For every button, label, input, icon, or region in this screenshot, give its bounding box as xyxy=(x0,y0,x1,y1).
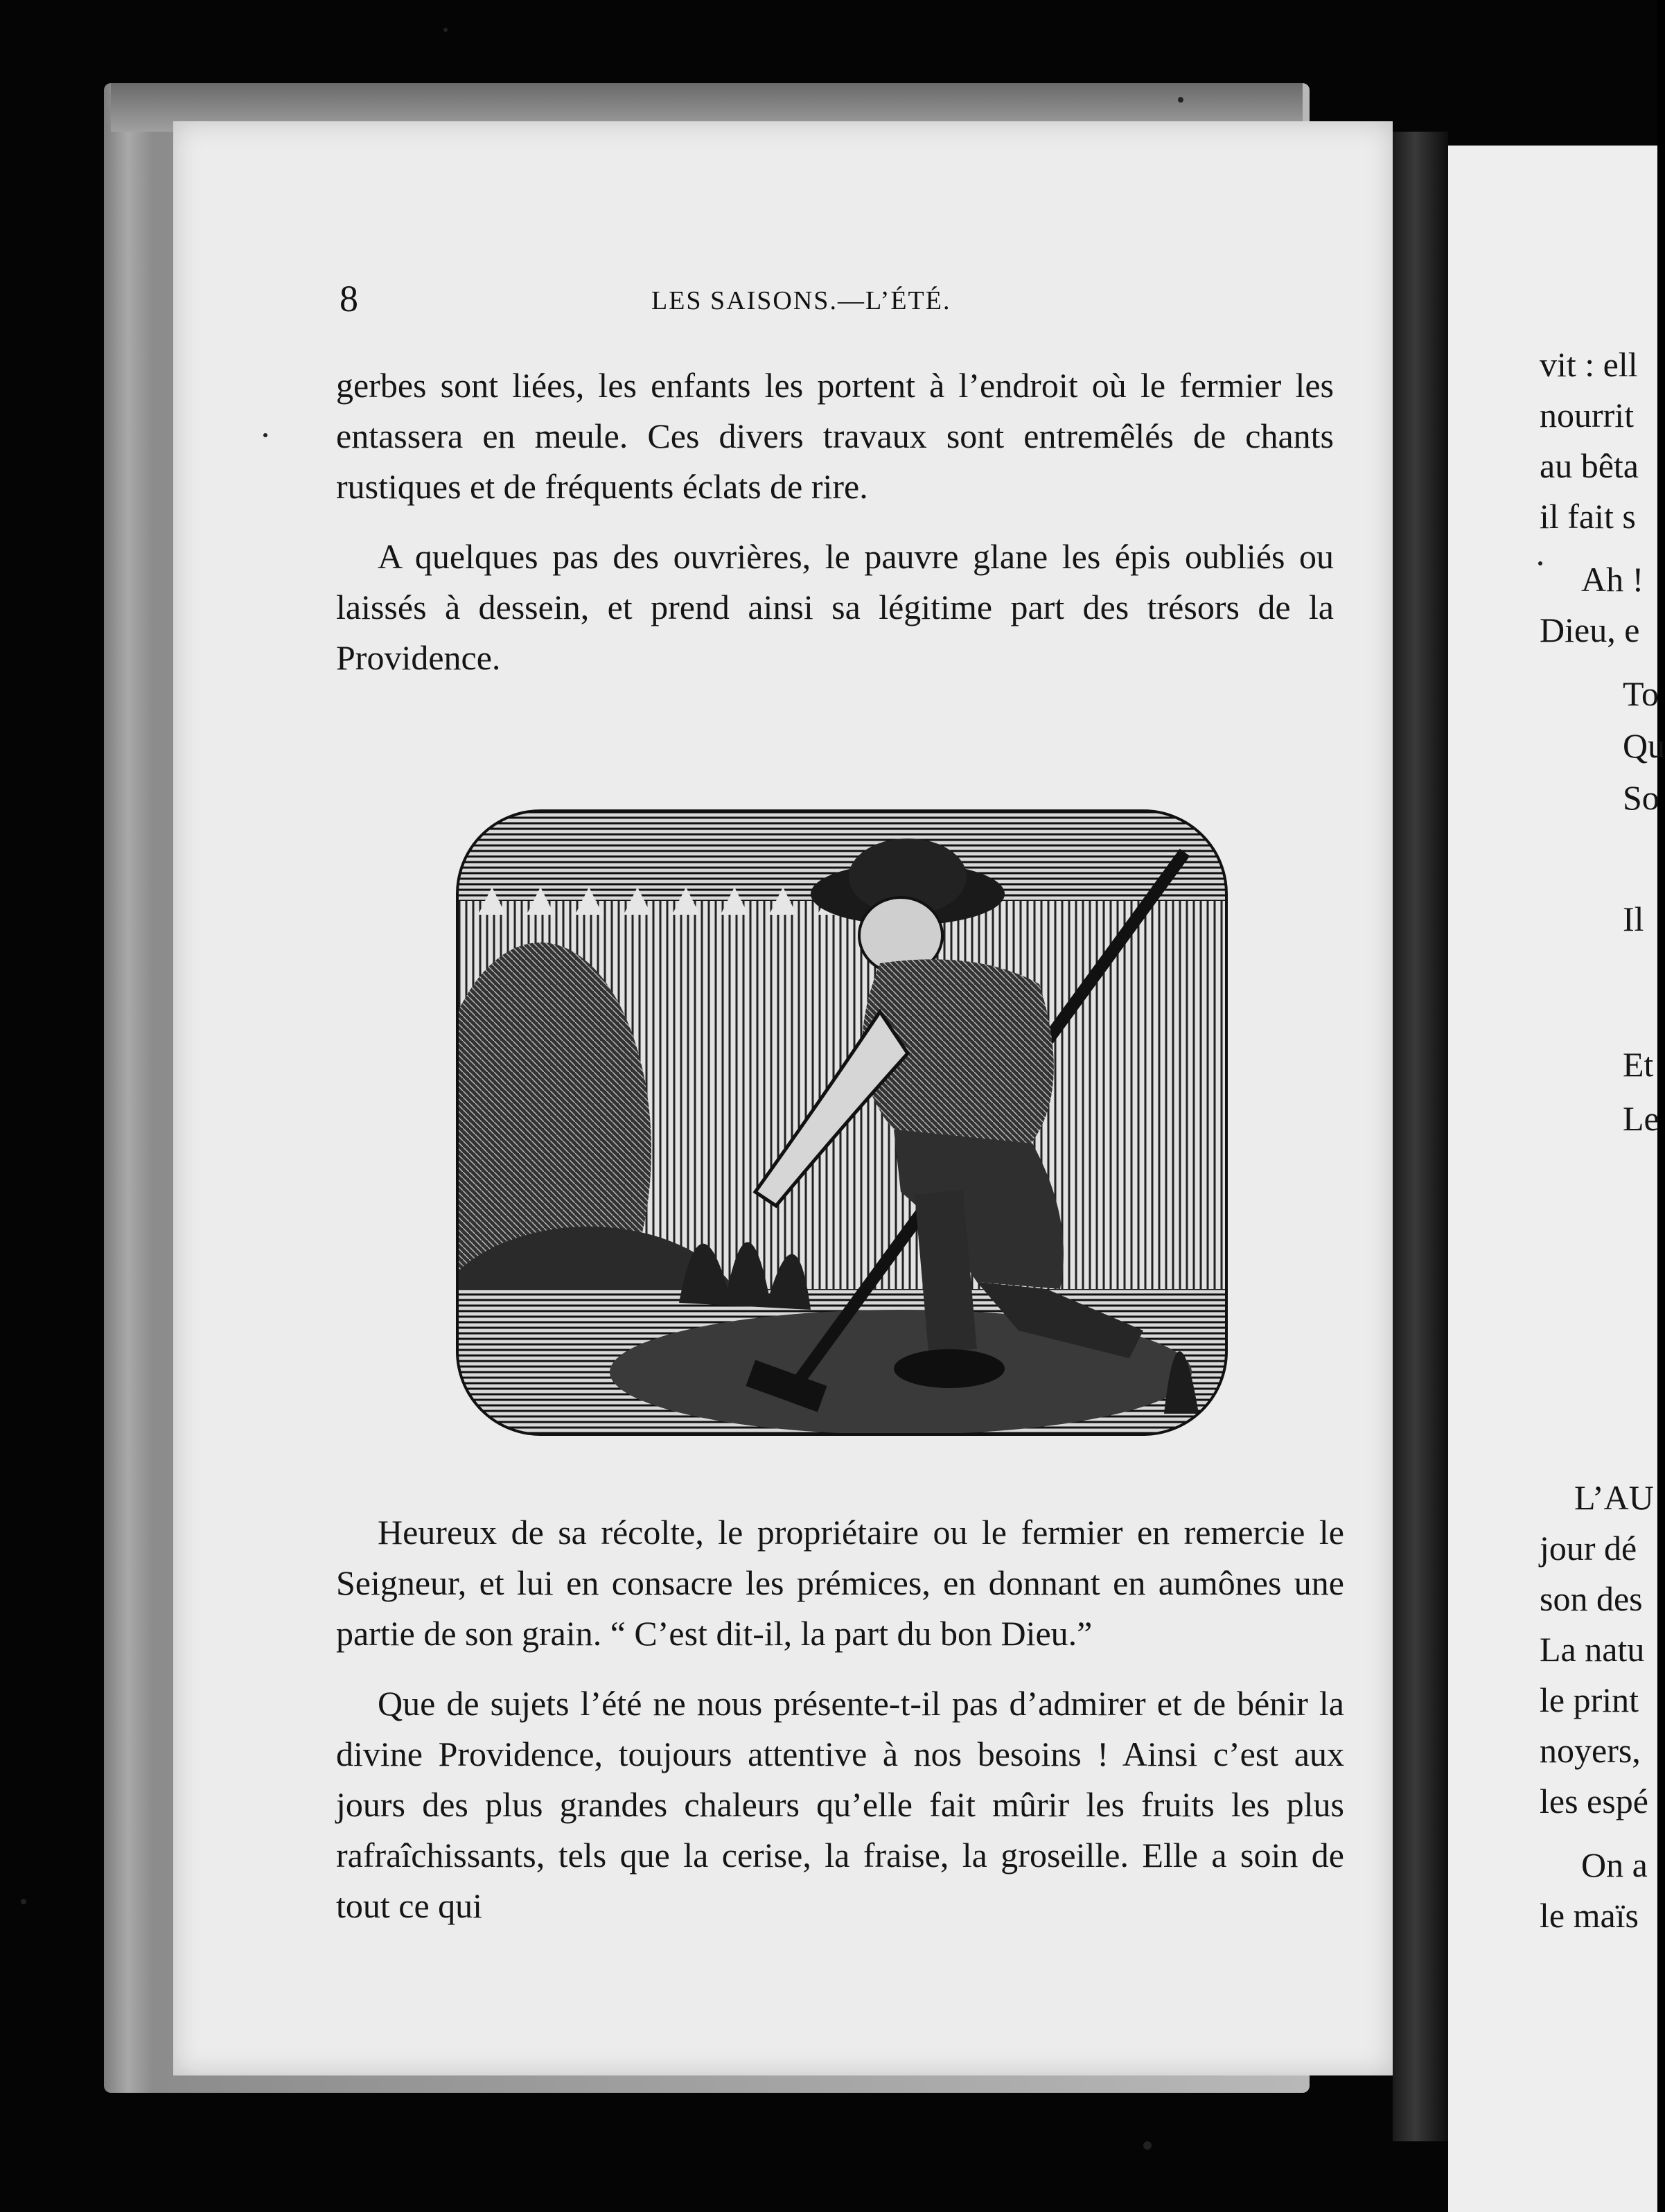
paragraph: Heureux de sa récolte, le propriétaire ou le fermier en remercie le Seigneur, et lui en consacre les prémices, en donnant en aumônes une partie de son grain. “ C’est dit-il, la part du bon Dieu.” xyxy=(336,1513,1344,1653)
right-page-line: So xyxy=(1623,778,1659,817)
right-page-line: le print xyxy=(1540,1680,1639,1719)
paragraph: Que de sujets l’été ne nous présente-t-il pas d’admirer et de bénir la divine Providence, toujours attentive à nos besoins ! Ainsi c’est aux jours des plus grandes chaleurs qu’elle fait mûrir les fruits les plus rafraîchissants, tels que la cerise, la fraise, la groseille. Elle a soin de tout ce qui xyxy=(336,1684,1344,1925)
right-page-line: Qu xyxy=(1623,726,1665,765)
right-page-line: Et xyxy=(1623,1045,1654,1084)
right-page-line: jour dé xyxy=(1540,1529,1637,1568)
right-page-line: Dieu, e xyxy=(1540,611,1640,649)
right-page-line: To xyxy=(1623,674,1659,713)
right-page-line: Le xyxy=(1623,1099,1659,1138)
right-page-line: les espé xyxy=(1540,1782,1648,1820)
running-head: LES SAISONS.—L’ÉTÉ. xyxy=(651,286,951,315)
paragraph: A quelques pas des ouvrières, le pauvre glane les épis oubliés ou laissés à dessein, et prend ainsi sa légitime part des trésors de la Providence. xyxy=(336,537,1334,677)
right-page-line: On a xyxy=(1581,1845,1648,1884)
right-page-line: le maïs xyxy=(1540,1896,1639,1935)
right-page-line: il fait s xyxy=(1540,497,1636,536)
text-block-bottom xyxy=(336,1507,1344,1951)
right-page-line: Il xyxy=(1623,899,1644,938)
right-page-line: son des xyxy=(1540,1579,1643,1618)
right-page-line: noyers, xyxy=(1540,1731,1641,1770)
page-number: 8 xyxy=(340,278,358,319)
right-page-line: L’AU xyxy=(1574,1478,1654,1517)
engraving-gardener-hoeing-icon xyxy=(450,804,1233,1441)
text-block-top xyxy=(336,360,1334,703)
paragraph: gerbes sont liées, les enfants les portent à l’endroit où le fermier les entassera en meule. Ces divers travaux sont entremêlés de chants rustiques et de fréquents éclats de rire. xyxy=(336,366,1334,506)
right-page-line: vit : ell xyxy=(1540,345,1638,384)
right-page-line: nourrit xyxy=(1540,396,1635,434)
right-page-line: Ah ! xyxy=(1581,560,1644,599)
book-gutter xyxy=(1393,132,1448,2141)
right-page-line: au bêta xyxy=(1540,446,1639,485)
right-page-line: La natu xyxy=(1540,1630,1645,1669)
